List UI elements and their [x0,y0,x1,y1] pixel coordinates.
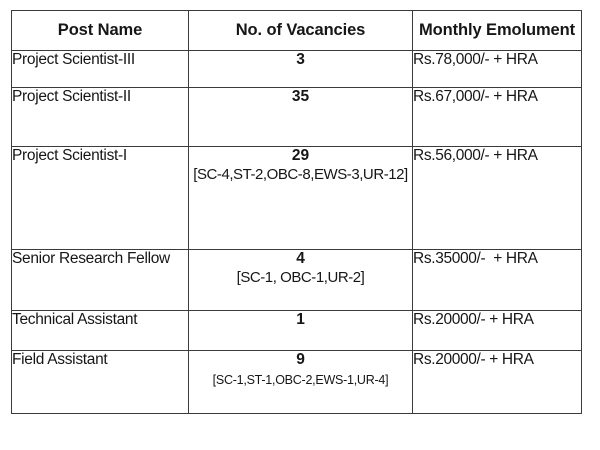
cell-post-name: Project Scientist-II [12,88,189,147]
cell-post-name: Technical Assistant [12,311,189,351]
cell-monthly-emolument: Rs.35000/- + HRA [413,250,582,311]
table-row [12,311,582,351]
cell-vacancies [189,311,413,351]
column-header-no-of-vacancies: No. of Vacancies [189,11,413,51]
cell-vacancies [189,147,413,250]
table-row [12,88,582,147]
table-row [12,250,582,311]
cell-post-name: Field Assistant [12,351,189,414]
cell-post-name: Project Scientist-III [12,51,189,88]
vacancy-table [11,10,582,414]
cell-vacancies [189,51,413,88]
vacancy-count: 4 [296,250,305,267]
table-row [12,147,582,250]
vacancy-count: 35 [291,88,310,105]
vacancy-count: 29 [291,147,310,164]
cell-vacancies [189,250,413,311]
cell-post-name: Project Scientist-I [12,147,189,250]
column-header-post-name: Post Name [12,11,189,51]
cell-monthly-emolument: Rs.78,000/- + HRA [413,51,582,88]
table-row [12,51,582,88]
vacancy-category-breakdown: [SC-4,ST-2,OBC-8,EWS-3,UR-12] [193,165,408,183]
cell-monthly-emolument: Rs.67,000/- + HRA [413,88,582,147]
vacancy-count: 1 [296,311,305,328]
cell-monthly-emolument: Rs.20000/- + HRA [413,311,582,351]
cell-monthly-emolument: Rs.20000/- + HRA [413,351,582,414]
cell-vacancies [189,88,413,147]
cell-monthly-emolument: Rs.56,000/- + HRA [413,147,582,250]
cell-post-name: Senior Research Fellow [12,250,189,311]
vacancy-category-breakdown: [SC-1, OBC-1,UR-2] [236,268,365,286]
vacancy-count: 9 [296,351,305,368]
cell-vacancies [189,351,413,414]
table-header-row [12,11,582,51]
vacancy-category-breakdown: [SC-1,ST-1,OBC-2,EWS-1,UR-4] [212,372,389,387]
table-row [12,351,582,414]
vacancy-table-container [11,10,581,414]
vacancy-count: 3 [296,51,305,68]
column-header-monthly-emolument: Monthly Emolument [413,11,582,51]
